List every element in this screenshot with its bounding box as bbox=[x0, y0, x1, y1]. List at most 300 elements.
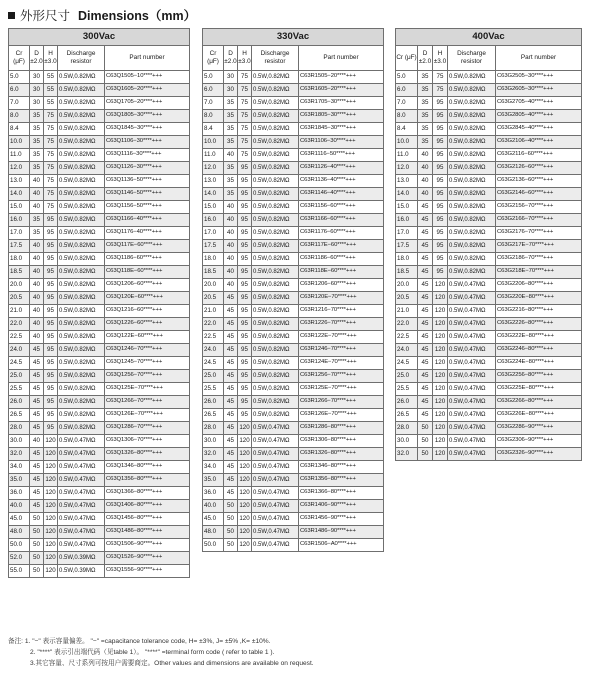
cell-discharge-resistor: 0.5W,0.82MΩ bbox=[448, 136, 496, 149]
cell-diameter: 45 bbox=[418, 227, 433, 240]
cell-discharge-resistor: 0.5W,0.82MΩ bbox=[252, 409, 299, 422]
table-row bbox=[9, 500, 190, 513]
table-row bbox=[9, 292, 190, 305]
cell-capacitance: 26.5 bbox=[9, 409, 30, 422]
cell-discharge-resistor: 0.5W,0.82MΩ bbox=[58, 84, 105, 97]
note-line-1 bbox=[8, 636, 586, 647]
col-cr: Cr (μF) bbox=[203, 46, 224, 71]
table-row bbox=[9, 253, 190, 266]
cell-part-number: C63Q1256−70****+++ bbox=[105, 370, 190, 383]
table-row bbox=[203, 71, 384, 84]
cell-discharge-resistor: 0.5W,0.82MΩ bbox=[58, 357, 105, 370]
cell-height: 95 bbox=[433, 214, 448, 227]
table-row bbox=[203, 188, 384, 201]
cell-diameter: 50 bbox=[418, 448, 433, 461]
table-row bbox=[203, 123, 384, 136]
cell-discharge-resistor: 0.5W,0.47MΩ bbox=[252, 435, 299, 448]
table-row bbox=[396, 266, 582, 279]
cell-discharge-resistor: 0.5W,0.82MΩ bbox=[252, 136, 299, 149]
cell-height: 120 bbox=[44, 474, 58, 487]
cell-capacitance: 20.5 bbox=[9, 292, 30, 305]
cell-capacitance: 17.0 bbox=[396, 227, 418, 240]
cell-capacitance: 30.0 bbox=[203, 435, 224, 448]
cell-capacitance: 6.0 bbox=[9, 84, 30, 97]
table-row bbox=[9, 461, 190, 474]
table-row bbox=[396, 422, 582, 435]
cell-height: 120 bbox=[44, 487, 58, 500]
cell-discharge-resistor: 0.5W,0.82MΩ bbox=[58, 110, 105, 123]
cell-height: 95 bbox=[238, 227, 252, 240]
cell-diameter: 50 bbox=[30, 513, 44, 526]
cell-height: 95 bbox=[433, 253, 448, 266]
cell-part-number: C63Q1406−80****+++ bbox=[105, 500, 190, 513]
cell-capacitance: 18.5 bbox=[203, 266, 224, 279]
cell-part-number: C63G2146−60****+++ bbox=[496, 188, 582, 201]
cell-discharge-resistor: 0.5W,0.82MΩ bbox=[252, 123, 299, 136]
cell-part-number: C63G225E−80****+++ bbox=[496, 383, 582, 396]
cell-diameter: 35 bbox=[418, 97, 433, 110]
cell-discharge-resistor: 0.5W,0.47MΩ bbox=[58, 461, 105, 474]
cell-diameter: 35 bbox=[418, 123, 433, 136]
table-row bbox=[203, 201, 384, 214]
cell-part-number: C63R1126−40****+++ bbox=[299, 162, 384, 175]
cell-height: 95 bbox=[44, 214, 58, 227]
cell-height: 95 bbox=[433, 110, 448, 123]
table-row bbox=[203, 253, 384, 266]
cell-capacitance: 40.0 bbox=[9, 500, 30, 513]
cell-part-number: C63G217E−70****+++ bbox=[496, 240, 582, 253]
cell-capacitance: 18.0 bbox=[203, 253, 224, 266]
cell-part-number: C63Q1126−30****+++ bbox=[105, 162, 190, 175]
cell-capacitance: 34.0 bbox=[203, 461, 224, 474]
table-row bbox=[203, 409, 384, 422]
cell-diameter: 35 bbox=[418, 84, 433, 97]
cell-part-number: C63Q1356−80****+++ bbox=[105, 474, 190, 487]
cell-height: 75 bbox=[238, 136, 252, 149]
cell-capacitance: 45.0 bbox=[9, 513, 30, 526]
cell-discharge-resistor: 0.5W,0.82MΩ bbox=[448, 175, 496, 188]
cell-height: 75 bbox=[44, 188, 58, 201]
cell-capacitance: 21.0 bbox=[203, 305, 224, 318]
cell-diameter: 45 bbox=[224, 474, 238, 487]
table-row bbox=[396, 240, 582, 253]
cell-height: 75 bbox=[44, 123, 58, 136]
col-d: D ±2.0 bbox=[224, 46, 238, 71]
cell-part-number: C63Q1456−80****+++ bbox=[105, 513, 190, 526]
cell-height: 120 bbox=[433, 448, 448, 461]
cell-height: 120 bbox=[433, 279, 448, 292]
cell-height: 75 bbox=[238, 110, 252, 123]
cell-part-number: C63R1246−70****+++ bbox=[299, 344, 384, 357]
cell-height: 95 bbox=[238, 357, 252, 370]
table-row bbox=[396, 370, 582, 383]
cell-height: 95 bbox=[433, 123, 448, 136]
cell-height: 95 bbox=[433, 149, 448, 162]
table-row bbox=[203, 526, 384, 539]
cell-part-number: C63Q1486−80****+++ bbox=[105, 526, 190, 539]
cell-discharge-resistor: 0.5W,0.47MΩ bbox=[448, 396, 496, 409]
cell-diameter: 30 bbox=[224, 71, 238, 84]
cell-discharge-resistor: 0.5W,0.82MΩ bbox=[448, 240, 496, 253]
table-row bbox=[9, 188, 190, 201]
note-text: 3.其它容量、尺寸系列可按用户需要商定。Other values and dimensions are available on request. bbox=[30, 660, 314, 667]
cell-capacitance: 17.5 bbox=[203, 240, 224, 253]
cell-part-number: C63R1176−60****+++ bbox=[299, 227, 384, 240]
table-row bbox=[9, 279, 190, 292]
cell-height: 120 bbox=[238, 487, 252, 500]
cell-part-number: C63R1306−80****+++ bbox=[299, 435, 384, 448]
cell-height: 120 bbox=[433, 344, 448, 357]
cell-height: 120 bbox=[44, 565, 58, 578]
cell-height: 120 bbox=[238, 448, 252, 461]
cell-part-number: C63R1346−80****+++ bbox=[299, 461, 384, 474]
table-row bbox=[203, 370, 384, 383]
cell-height: 95 bbox=[44, 396, 58, 409]
cell-discharge-resistor: 0.5W,0.82MΩ bbox=[252, 396, 299, 409]
cell-height: 75 bbox=[44, 201, 58, 214]
cell-discharge-resistor: 0.5W,0.47MΩ bbox=[448, 435, 496, 448]
cell-part-number: C63Q1216−60****+++ bbox=[105, 305, 190, 318]
table-row bbox=[203, 500, 384, 513]
cell-diameter: 40 bbox=[30, 331, 44, 344]
cell-part-number: C63G218E−70****+++ bbox=[496, 266, 582, 279]
cell-height: 95 bbox=[433, 266, 448, 279]
table-row bbox=[396, 227, 582, 240]
cell-capacitance: 48.0 bbox=[203, 526, 224, 539]
cell-height: 95 bbox=[44, 253, 58, 266]
col-part: Part number bbox=[299, 46, 384, 71]
table-row bbox=[9, 240, 190, 253]
table-row bbox=[396, 188, 582, 201]
cell-discharge-resistor: 0.5W,0.82MΩ bbox=[58, 123, 105, 136]
bullet-square-icon bbox=[8, 12, 15, 19]
cell-part-number: C63G2226−80****+++ bbox=[496, 318, 582, 331]
cell-part-number: C63G2266−80****+++ bbox=[496, 396, 582, 409]
cell-diameter: 50 bbox=[30, 552, 44, 565]
cell-capacitance: 12.0 bbox=[396, 162, 418, 175]
cell-height: 75 bbox=[44, 175, 58, 188]
cell-capacitance: 55.0 bbox=[9, 565, 30, 578]
cell-part-number: C63R1326−80****+++ bbox=[299, 448, 384, 461]
cell-discharge-resistor: 0.5W,0.47MΩ bbox=[252, 500, 299, 513]
cell-height: 95 bbox=[44, 331, 58, 344]
table-row bbox=[396, 71, 582, 84]
cell-discharge-resistor: 0.5W,0.82MΩ bbox=[58, 97, 105, 110]
cell-discharge-resistor: 0.5W,0.47MΩ bbox=[448, 331, 496, 344]
cell-capacitance: 6.0 bbox=[203, 84, 224, 97]
cell-part-number: C63R1166−60****+++ bbox=[299, 214, 384, 227]
cell-part-number: C63R1156−60****+++ bbox=[299, 201, 384, 214]
cell-part-number: C63R126E−70****+++ bbox=[299, 409, 384, 422]
cell-part-number: C63G2705−40****+++ bbox=[496, 97, 582, 110]
cell-capacitance: 8.0 bbox=[203, 110, 224, 123]
cell-diameter: 40 bbox=[30, 266, 44, 279]
cell-discharge-resistor: 0.5W,0.82MΩ bbox=[58, 370, 105, 383]
cell-diameter: 45 bbox=[418, 266, 433, 279]
cell-height: 55 bbox=[44, 97, 58, 110]
cell-capacitance: 12.0 bbox=[203, 162, 224, 175]
cell-part-number: C63R1186−60****+++ bbox=[299, 253, 384, 266]
notes-prefix: 备注: bbox=[8, 638, 24, 645]
table-row bbox=[203, 305, 384, 318]
cell-diameter: 45 bbox=[418, 318, 433, 331]
cell-capacitance: 35.0 bbox=[9, 474, 30, 487]
cell-capacitance: 50.0 bbox=[9, 539, 30, 552]
col-cr: Cr (μF) bbox=[9, 46, 30, 71]
cell-discharge-resistor: 0.5W,0.47MΩ bbox=[252, 539, 299, 552]
cell-part-number: C63Q1116−30****+++ bbox=[105, 149, 190, 162]
cell-diameter: 45 bbox=[224, 461, 238, 474]
cell-discharge-resistor: 0.5W,0.82MΩ bbox=[252, 383, 299, 396]
table-row bbox=[9, 370, 190, 383]
cell-part-number: C63R118E−60****+++ bbox=[299, 266, 384, 279]
cell-height: 120 bbox=[238, 539, 252, 552]
cell-part-number: C63Q1136−50****+++ bbox=[105, 175, 190, 188]
cell-discharge-resistor: 0.5W,0.82MΩ bbox=[58, 409, 105, 422]
cell-height: 120 bbox=[44, 513, 58, 526]
cell-height: 95 bbox=[238, 240, 252, 253]
cell-discharge-resistor: 0.5W,0.82MΩ bbox=[252, 305, 299, 318]
cell-discharge-resistor: 0.5W,0.82MΩ bbox=[252, 84, 299, 97]
cell-discharge-resistor: 0.5W,0.82MΩ bbox=[58, 188, 105, 201]
cell-diameter: 45 bbox=[30, 409, 44, 422]
cell-height: 120 bbox=[433, 305, 448, 318]
cell-part-number: C63Q1156−50****+++ bbox=[105, 201, 190, 214]
cell-diameter: 30 bbox=[30, 84, 44, 97]
cell-capacitance: 25.0 bbox=[9, 370, 30, 383]
cell-discharge-resistor: 0.5W,0.47MΩ bbox=[252, 448, 299, 461]
cell-discharge-resistor: 0.5W,0.82MΩ bbox=[448, 162, 496, 175]
cell-diameter: 45 bbox=[30, 500, 44, 513]
cell-discharge-resistor: 0.5W,0.82MΩ bbox=[58, 136, 105, 149]
cell-discharge-resistor: 0.5W,0.47MΩ bbox=[58, 474, 105, 487]
cell-height: 120 bbox=[433, 318, 448, 331]
table-row bbox=[9, 318, 190, 331]
cell-diameter: 40 bbox=[30, 435, 44, 448]
cell-discharge-resistor: 0.5W,0.82MΩ bbox=[58, 279, 105, 292]
cell-discharge-resistor: 0.5W,0.82MΩ bbox=[58, 422, 105, 435]
cell-diameter: 40 bbox=[30, 292, 44, 305]
cell-height: 95 bbox=[238, 279, 252, 292]
cell-capacitance: 17.0 bbox=[203, 227, 224, 240]
cell-height: 95 bbox=[433, 136, 448, 149]
cell-part-number: C63G2166−70****+++ bbox=[496, 214, 582, 227]
cell-part-number: C63Q125E−70****+++ bbox=[105, 383, 190, 396]
cell-diameter: 45 bbox=[30, 461, 44, 474]
cell-part-number: C63G2206−80****+++ bbox=[496, 279, 582, 292]
cell-capacitance: 10.0 bbox=[9, 136, 30, 149]
notes bbox=[8, 636, 586, 669]
cell-capacitance: 25.5 bbox=[9, 383, 30, 396]
cell-diameter: 45 bbox=[418, 214, 433, 227]
table-row bbox=[396, 396, 582, 409]
table-row bbox=[9, 526, 190, 539]
cell-part-number: C63R1136−40****+++ bbox=[299, 175, 384, 188]
table-row bbox=[9, 149, 190, 162]
cell-capacitance: 36.0 bbox=[203, 487, 224, 500]
cell-part-number: C63Q1226−60****+++ bbox=[105, 318, 190, 331]
cell-diameter: 50 bbox=[224, 526, 238, 539]
cell-diameter: 45 bbox=[418, 201, 433, 214]
cell-diameter: 40 bbox=[30, 279, 44, 292]
cell-height: 95 bbox=[433, 175, 448, 188]
table-row bbox=[203, 435, 384, 448]
cell-capacitance: 11.0 bbox=[9, 149, 30, 162]
cell-diameter: 35 bbox=[418, 110, 433, 123]
cell-capacitance: 26.0 bbox=[396, 396, 418, 409]
cell-capacitance: 22.5 bbox=[203, 331, 224, 344]
cell-capacitance: 17.5 bbox=[9, 240, 30, 253]
cell-diameter: 45 bbox=[224, 331, 238, 344]
cell-part-number: C63R1216−70****+++ bbox=[299, 305, 384, 318]
cell-capacitance: 16.0 bbox=[396, 214, 418, 227]
col-h: H ±3.0 bbox=[44, 46, 58, 71]
table-row bbox=[203, 84, 384, 97]
cell-part-number: C63R1146−40****+++ bbox=[299, 188, 384, 201]
cell-capacitance: 7.0 bbox=[203, 97, 224, 110]
col-d: D ±2.0 bbox=[30, 46, 44, 71]
cell-height: 120 bbox=[238, 526, 252, 539]
note-line-2 bbox=[8, 647, 586, 658]
cell-part-number: C63Q1306−70****+++ bbox=[105, 435, 190, 448]
cell-diameter: 50 bbox=[224, 513, 238, 526]
cell-part-number: C63R122E−70****+++ bbox=[299, 331, 384, 344]
cell-discharge-resistor: 0.5W,0.82MΩ bbox=[252, 318, 299, 331]
cell-discharge-resistor: 0.5W,0.82MΩ bbox=[252, 201, 299, 214]
cell-diameter: 45 bbox=[30, 422, 44, 435]
cell-part-number: C63Q1506−90****+++ bbox=[105, 539, 190, 552]
col-discharge: Discharge resistor bbox=[58, 46, 105, 71]
cell-discharge-resistor: 0.5W,0.82MΩ bbox=[58, 214, 105, 227]
cell-height: 95 bbox=[433, 97, 448, 110]
table-row bbox=[203, 357, 384, 370]
table-row bbox=[396, 136, 582, 149]
cell-part-number: C63R1206−60****+++ bbox=[299, 279, 384, 292]
cell-diameter: 40 bbox=[418, 162, 433, 175]
cell-discharge-resistor: 0.5W,0.82MΩ bbox=[252, 266, 299, 279]
cell-diameter: 40 bbox=[30, 188, 44, 201]
table-row bbox=[9, 396, 190, 409]
cell-height: 75 bbox=[433, 84, 448, 97]
cell-diameter: 45 bbox=[418, 331, 433, 344]
cell-capacitance: 20.0 bbox=[396, 279, 418, 292]
cell-discharge-resistor: 0.5W,0.82MΩ bbox=[252, 162, 299, 175]
cell-diameter: 45 bbox=[418, 253, 433, 266]
cell-diameter: 50 bbox=[224, 539, 238, 552]
cell-discharge-resistor: 0.5W,0.82MΩ bbox=[252, 227, 299, 240]
table-row bbox=[396, 357, 582, 370]
cell-height: 95 bbox=[44, 292, 58, 305]
cell-height: 95 bbox=[433, 188, 448, 201]
table-row bbox=[203, 513, 384, 526]
table-row bbox=[396, 162, 582, 175]
table-row bbox=[9, 435, 190, 448]
cell-diameter: 45 bbox=[30, 370, 44, 383]
col-discharge: Discharge resistor bbox=[448, 46, 496, 71]
cell-height: 120 bbox=[44, 526, 58, 539]
cell-height: 75 bbox=[238, 149, 252, 162]
cell-discharge-resistor: 0.5W,0.82MΩ bbox=[58, 396, 105, 409]
table-row bbox=[9, 513, 190, 526]
cell-capacitance: 22.5 bbox=[396, 331, 418, 344]
cell-discharge-resistor: 0.5W,0.82MΩ bbox=[448, 214, 496, 227]
table-row bbox=[396, 344, 582, 357]
table-row bbox=[396, 435, 582, 448]
cell-part-number: C63R1106−30****+++ bbox=[299, 136, 384, 149]
table-row bbox=[396, 175, 582, 188]
cell-diameter: 40 bbox=[30, 175, 44, 188]
cell-capacitance: 21.0 bbox=[396, 305, 418, 318]
table-row bbox=[9, 136, 190, 149]
table-row bbox=[396, 331, 582, 344]
cell-diameter: 40 bbox=[30, 240, 44, 253]
title-en: Dimensions（mm） bbox=[78, 9, 197, 23]
cell-diameter: 45 bbox=[418, 396, 433, 409]
cell-height: 120 bbox=[238, 513, 252, 526]
cell-diameter: 45 bbox=[30, 396, 44, 409]
cell-capacitance: 22.0 bbox=[396, 318, 418, 331]
table-row bbox=[396, 123, 582, 136]
cell-discharge-resistor: 0.5W,0.47MΩ bbox=[252, 513, 299, 526]
cell-capacitance: 8.0 bbox=[396, 110, 418, 123]
cell-height: 95 bbox=[238, 370, 252, 383]
cell-capacitance: 22.0 bbox=[9, 318, 30, 331]
cell-diameter: 35 bbox=[30, 214, 44, 227]
cell-diameter: 45 bbox=[224, 357, 238, 370]
cell-capacitance: 16.0 bbox=[9, 214, 30, 227]
table-row bbox=[9, 565, 190, 578]
cell-height: 95 bbox=[238, 305, 252, 318]
cell-height: 95 bbox=[44, 318, 58, 331]
cell-height: 120 bbox=[238, 435, 252, 448]
cell-diameter: 50 bbox=[30, 565, 44, 578]
cell-discharge-resistor: 0.5W,0.82MΩ bbox=[252, 97, 299, 110]
table-row bbox=[9, 71, 190, 84]
cell-height: 95 bbox=[44, 305, 58, 318]
cell-height: 95 bbox=[44, 227, 58, 240]
cell-discharge-resistor: 0.5W,0.39MΩ bbox=[58, 565, 105, 578]
cell-discharge-resistor: 0.5W,0.82MΩ bbox=[58, 227, 105, 240]
table-row bbox=[9, 214, 190, 227]
table-330vac bbox=[202, 28, 384, 552]
table-row bbox=[9, 409, 190, 422]
table-row bbox=[203, 396, 384, 409]
cell-part-number: C63R1116−50****+++ bbox=[299, 149, 384, 162]
cell-discharge-resistor: 0.5W,0.82MΩ bbox=[252, 253, 299, 266]
cell-discharge-resistor: 0.5W,0.47MΩ bbox=[448, 448, 496, 461]
table-row bbox=[396, 448, 582, 461]
cell-diameter: 45 bbox=[224, 487, 238, 500]
cell-part-number: C63G2176−70****+++ bbox=[496, 227, 582, 240]
cell-capacitance: 25.5 bbox=[203, 383, 224, 396]
cell-capacitance: 17.0 bbox=[9, 227, 30, 240]
cell-height: 75 bbox=[238, 71, 252, 84]
cell-discharge-resistor: 0.5W,0.47MΩ bbox=[252, 474, 299, 487]
cell-part-number: C63R1506−A0****+++ bbox=[299, 539, 384, 552]
table-row bbox=[203, 461, 384, 474]
cell-capacitance: 8.4 bbox=[203, 123, 224, 136]
cell-discharge-resistor: 0.5W,0.82MΩ bbox=[252, 214, 299, 227]
cell-discharge-resistor: 0.5W,0.47MΩ bbox=[448, 292, 496, 305]
table-row bbox=[396, 214, 582, 227]
table-row bbox=[203, 110, 384, 123]
table-row bbox=[9, 422, 190, 435]
cell-diameter: 40 bbox=[418, 175, 433, 188]
table-row bbox=[9, 227, 190, 240]
cell-diameter: 40 bbox=[30, 201, 44, 214]
table-row bbox=[396, 279, 582, 292]
cell-capacitance: 28.0 bbox=[9, 422, 30, 435]
